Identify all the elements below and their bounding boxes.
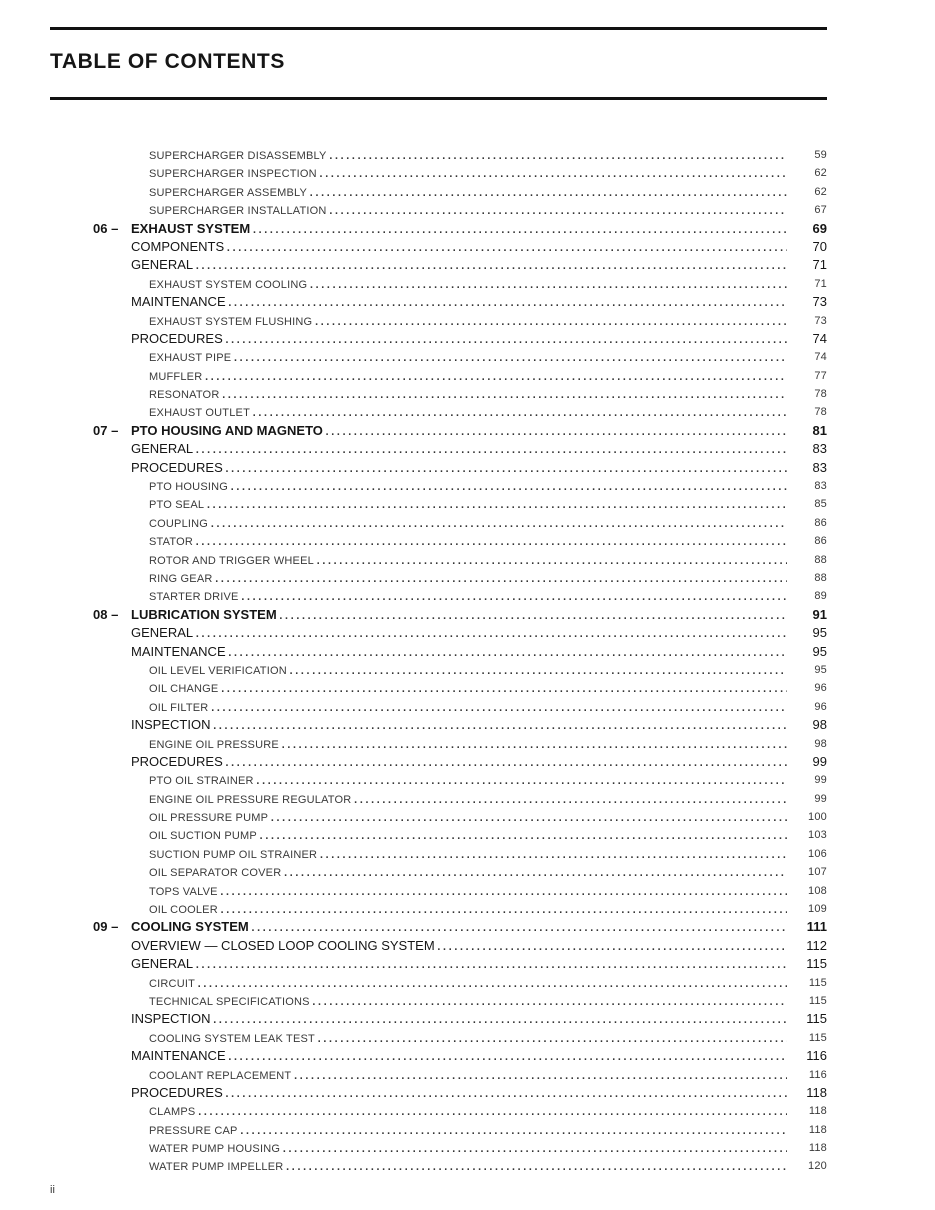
toc-page-number: 81 (812, 422, 827, 438)
dot-leader (225, 753, 787, 771)
toc-entry-line (131, 293, 789, 311)
toc-page-number: 59 (814, 149, 827, 161)
dot-leader (212, 1010, 787, 1028)
toc-entry-title: OIL SEPARATOR COVER (149, 867, 282, 880)
toc-entry-topic[interactable] (0, 1157, 935, 1175)
toc-entry-section[interactable] (0, 293, 935, 311)
toc-entry-title: EXHAUST OUTLET (149, 407, 251, 420)
dot-leader (353, 790, 787, 808)
toc-entry-topic[interactable] (0, 661, 935, 679)
dot-leader (206, 495, 787, 513)
dot-leader (220, 679, 787, 697)
toc-entry-topic[interactable] (0, 974, 935, 992)
toc-entry-line (131, 918, 789, 936)
toc-entry-title: CLAMPS (149, 1106, 196, 1119)
toc-page-number: 74 (812, 330, 827, 346)
toc-entry-line (149, 1139, 789, 1158)
dot-leader (204, 367, 787, 385)
toc-entry-title: MAINTENANCE (131, 1048, 226, 1064)
toc-entry-title: PROCEDURES (131, 330, 223, 346)
toc-page-number: 69 (812, 220, 827, 236)
toc-page-number: 67 (814, 204, 827, 217)
toc-page-number: 99 (812, 753, 827, 769)
dot-leader (317, 1029, 787, 1047)
toc-entry-chapter[interactable] (0, 606, 935, 624)
toc-entry-line (149, 532, 789, 551)
toc-entry-line (149, 514, 789, 533)
toc-entry-title: OIL COOLER (149, 904, 218, 917)
toc-page-number: 103 (808, 829, 827, 842)
toc-page-number: 115 (808, 994, 827, 1007)
toc-page-number: 95 (812, 643, 827, 659)
table-of-contents (0, 146, 935, 1176)
dot-leader (252, 220, 787, 238)
toc-entry-line (149, 808, 789, 827)
toc-entry-line (149, 790, 789, 809)
toc-entry-line (149, 587, 789, 606)
toc-entry-line (131, 753, 789, 771)
toc-entry-title: INSPECTION (131, 1011, 211, 1027)
toc-entry-line (131, 256, 789, 274)
dot-leader (210, 698, 787, 716)
toc-entry-title: OIL FILTER (149, 701, 209, 714)
toc-chapter-number: 08 – (93, 606, 119, 622)
dot-leader (251, 918, 787, 936)
toc-entry-title: ROTOR AND TRIGGER WHEEL (149, 554, 314, 567)
toc-entry-title: TOPS VALVE (149, 885, 218, 898)
dot-leader (195, 440, 787, 458)
toc-entry-line (149, 661, 789, 680)
toc-entry-topic[interactable] (0, 808, 935, 826)
toc-entry-topic[interactable] (0, 164, 935, 182)
toc-entry-topic[interactable] (0, 532, 935, 550)
toc-entry-line (149, 826, 789, 845)
toc-page-number: 73 (814, 314, 827, 327)
toc-page-number: 83 (814, 480, 827, 493)
toc-entry-topic[interactable] (0, 1121, 935, 1139)
toc-entry-topic[interactable] (0, 183, 935, 201)
toc-entry-title: GENERAL (131, 441, 194, 457)
toc-entry-section[interactable] (0, 643, 935, 661)
dot-leader (329, 201, 787, 219)
toc-entry-line (149, 477, 789, 496)
toc-page-number: 62 (814, 167, 827, 180)
toc-entry-topic[interactable] (0, 385, 935, 403)
toc-entry-title: EXHAUST SYSTEM (131, 220, 251, 236)
dot-leader (220, 900, 787, 918)
toc-entry-section[interactable] (0, 1084, 935, 1102)
toc-entry-title: OIL SUCTION PUMP (149, 830, 257, 843)
toc-entry-line (149, 735, 789, 754)
toc-page-number: 95 (812, 625, 827, 641)
toc-entry-line (149, 698, 789, 717)
toc-entry-title: EXHAUST PIPE (149, 352, 232, 365)
toc-entry-line (149, 403, 789, 422)
toc-entry-line (131, 624, 789, 642)
toc-entry-topic[interactable] (0, 1139, 935, 1157)
toc-entry-title: OVERVIEW — CLOSED LOOP COOLING SYSTEM (131, 937, 435, 953)
toc-entry-topic[interactable] (0, 826, 935, 844)
dot-leader (270, 808, 787, 826)
toc-entry-line (131, 238, 789, 256)
toc-page-number: 96 (814, 682, 827, 695)
toc-chapter-number: 06 – (93, 220, 119, 236)
toc-entry-title: OIL PRESSURE PUMP (149, 812, 269, 825)
dot-leader (252, 403, 787, 421)
toc-entry-topic[interactable] (0, 900, 935, 918)
toc-page-number: 118 (808, 1123, 827, 1136)
dot-leader (197, 974, 787, 992)
toc-entry-topic[interactable] (0, 771, 935, 789)
toc-entry-title: SUPERCHARGER INSPECTION (149, 168, 317, 181)
toc-entry-line (131, 330, 789, 348)
toc-entry-title: EXHAUST SYSTEM FLUSHING (149, 315, 313, 328)
dot-leader (215, 569, 787, 587)
dot-leader (309, 183, 787, 201)
toc-entry-title: RESONATOR (149, 389, 220, 402)
dot-leader (241, 587, 787, 605)
dot-leader (220, 882, 787, 900)
toc-page-number: 85 (814, 498, 827, 511)
toc-entry-title: COOLANT REPLACEMENT (149, 1069, 292, 1082)
toc-entry-topic[interactable] (0, 1066, 935, 1084)
toc-entry-title: ENGINE OIL PRESSURE REGULATOR (149, 793, 352, 806)
toc-entry-line (149, 1029, 789, 1048)
toc-page-number: 107 (808, 866, 827, 879)
toc-entry-line (149, 1066, 789, 1085)
toc-page-number: 71 (814, 277, 827, 290)
toc-entry-line (149, 385, 789, 404)
dot-leader (221, 385, 787, 403)
toc-entry-line (149, 569, 789, 588)
dot-leader (281, 735, 787, 753)
toc-entry-line (149, 201, 789, 220)
toc-page-number: 120 (808, 1160, 827, 1173)
toc-entry-topic[interactable] (0, 477, 935, 495)
toc-entry-section[interactable] (0, 753, 935, 771)
toc-entry-title: MAINTENANCE (131, 294, 226, 310)
toc-entry-line (149, 348, 789, 367)
toc-entry-title: MUFFLER (149, 370, 203, 383)
header-bottom-rule (50, 97, 827, 100)
toc-entry-line (149, 495, 789, 514)
toc-page-number: 73 (812, 294, 827, 310)
toc-entry-line (149, 863, 789, 882)
toc-entry-topic[interactable] (0, 735, 935, 753)
dot-leader (225, 1084, 787, 1102)
toc-entry-title: PROCEDURES (131, 459, 223, 475)
toc-entry-line (149, 146, 789, 165)
toc-entry-line (149, 367, 789, 386)
toc-page-number: 118 (808, 1142, 827, 1155)
dot-leader (195, 624, 787, 642)
toc-entry-line (149, 1102, 789, 1121)
dot-leader (225, 459, 787, 477)
toc-entry-title: GENERAL (131, 257, 194, 273)
toc-page-number: 111 (806, 919, 827, 935)
toc-page-number: 83 (812, 459, 827, 475)
toc-page-number: 118 (808, 1105, 827, 1118)
toc-entry-title: SUPERCHARGER ASSEMBLY (149, 186, 308, 199)
toc-entry-chapter[interactable] (0, 220, 935, 238)
toc-entry-section[interactable] (0, 716, 935, 734)
toc-entry-chapter[interactable] (0, 422, 935, 440)
toc-entry-title: PTO OIL STRAINER (149, 775, 254, 788)
dot-leader (285, 1157, 787, 1175)
dot-leader (325, 422, 787, 440)
toc-entry-section[interactable] (0, 937, 935, 955)
dot-leader (293, 1066, 787, 1084)
toc-entry-line (131, 1010, 789, 1028)
toc-page-number: 115 (806, 1011, 827, 1027)
dot-leader (316, 551, 787, 569)
toc-entry-line (131, 1047, 789, 1065)
dot-leader (212, 716, 787, 734)
toc-entry-topic[interactable] (0, 348, 935, 366)
toc-entry-title: LUBRICATION SYSTEM (131, 606, 277, 622)
toc-entry-line (149, 992, 789, 1011)
toc-entry-title: GENERAL (131, 625, 194, 641)
toc-entry-title: INSPECTION (131, 717, 211, 733)
dot-leader (259, 826, 787, 844)
toc-entry-topic[interactable] (0, 275, 935, 293)
toc-entry-title: WATER PUMP IMPELLER (149, 1161, 284, 1174)
toc-entry-title: OIL LEVEL VERIFICATION (149, 664, 287, 677)
toc-entry-line (131, 606, 789, 624)
toc-page-number: 62 (814, 185, 827, 198)
toc-entry-title: PTO HOUSING (149, 481, 229, 494)
toc-entry-title: TECHNICAL SPECIFICATIONS (149, 995, 310, 1008)
toc-page-number: 86 (814, 535, 827, 548)
toc-entry-title: RING GEAR (149, 572, 213, 585)
dot-leader (195, 955, 787, 973)
page-number: ii (50, 1184, 55, 1196)
toc-entry-title: SUPERCHARGER INSTALLATION (149, 205, 327, 218)
toc-entry-line (131, 220, 789, 238)
dot-leader (312, 992, 787, 1010)
toc-page-number: 71 (812, 257, 827, 273)
toc-entry-line (149, 1157, 789, 1176)
toc-entry-topic[interactable] (0, 569, 935, 587)
toc-entry-line (131, 716, 789, 734)
toc-entry-line (131, 422, 789, 440)
toc-entry-line (131, 1084, 789, 1102)
toc-page-number: 115 (806, 956, 827, 972)
dot-leader (319, 164, 787, 182)
toc-page-number: 98 (812, 717, 827, 733)
toc-page-number: 99 (814, 774, 827, 787)
toc-entry-line (131, 440, 789, 458)
toc-page-number: 112 (806, 937, 827, 953)
dot-leader (309, 275, 787, 293)
toc-entry-topic[interactable] (0, 1102, 935, 1120)
dot-leader (319, 845, 787, 863)
toc-page-number: 118 (806, 1084, 827, 1100)
dot-leader (210, 514, 787, 532)
toc-entry-line (131, 459, 789, 477)
toc-page-number: 116 (806, 1048, 827, 1064)
dot-leader (226, 238, 787, 256)
toc-entry-line (149, 164, 789, 183)
toc-page-number: 115 (808, 1031, 827, 1044)
toc-entry-chapter[interactable] (0, 918, 935, 936)
dot-leader (230, 477, 787, 495)
toc-page-number: 78 (814, 406, 827, 419)
toc-entry-line (149, 183, 789, 202)
toc-page-number: 86 (814, 516, 827, 529)
toc-entry-topic[interactable] (0, 1029, 935, 1047)
toc-entry-section[interactable] (0, 955, 935, 973)
toc-entry-section[interactable] (0, 238, 935, 256)
toc-entry-title: STARTER DRIVE (149, 591, 239, 604)
dot-leader (437, 937, 787, 955)
toc-entry-section[interactable] (0, 330, 935, 348)
toc-entry-topic[interactable] (0, 201, 935, 219)
toc-entry-topic[interactable] (0, 698, 935, 716)
toc-entry-title: COMPONENTS (131, 238, 225, 254)
toc-entry-topic[interactable] (0, 882, 935, 900)
toc-page-number: 100 (808, 811, 827, 824)
toc-page-number: 70 (812, 238, 827, 254)
toc-page-number: 106 (808, 847, 827, 860)
toc-page-number: 88 (814, 571, 827, 584)
toc-page-number: 98 (814, 737, 827, 750)
toc-page-number: 74 (814, 351, 827, 364)
toc-entry-section[interactable] (0, 459, 935, 477)
dot-leader (233, 348, 787, 366)
toc-entry-title: PTO SEAL (149, 499, 205, 512)
toc-entry-title: CIRCUIT (149, 977, 196, 990)
dot-leader (279, 606, 787, 624)
toc-entry-title: PTO HOUSING AND MAGNETO (131, 422, 323, 438)
toc-entry-topic[interactable] (0, 367, 935, 385)
dot-leader (282, 1139, 787, 1157)
toc-entry-line (149, 845, 789, 864)
dot-leader (197, 1102, 787, 1120)
toc-entry-title: PRESSURE CAP (149, 1124, 238, 1137)
toc-entry-title: COOLING SYSTEM LEAK TEST (149, 1032, 315, 1045)
toc-chapter-number: 07 – (93, 422, 119, 438)
toc-entry-line (149, 1121, 789, 1140)
dot-leader (228, 1047, 787, 1065)
toc-entry-title: PROCEDURES (131, 1084, 223, 1100)
toc-page-number: 83 (812, 441, 827, 457)
dot-leader (228, 643, 787, 661)
toc-entry-topic[interactable] (0, 790, 935, 808)
toc-page-number: 89 (814, 590, 827, 603)
toc-entry-line (149, 551, 789, 570)
toc-entry-line (149, 771, 789, 790)
toc-entry-line (149, 900, 789, 919)
dot-leader (195, 256, 787, 274)
toc-entry-topic[interactable] (0, 403, 935, 421)
toc-entry-title: ENGINE OIL PRESSURE (149, 738, 279, 751)
toc-entry-line (131, 643, 789, 661)
toc-entry-section[interactable] (0, 440, 935, 458)
dot-leader (329, 146, 787, 164)
toc-entry-topic[interactable] (0, 146, 935, 164)
toc-entry-topic[interactable] (0, 587, 935, 605)
toc-entry-title: EXHAUST SYSTEM COOLING (149, 278, 308, 291)
toc-entry-topic[interactable] (0, 992, 935, 1010)
toc-entry-title: MAINTENANCE (131, 643, 226, 659)
toc-page-number: 78 (814, 388, 827, 401)
dot-leader (228, 293, 787, 311)
toc-entry-title: COUPLING (149, 517, 209, 530)
dot-leader (256, 771, 787, 789)
toc-page-number: 96 (814, 700, 827, 713)
toc-entry-title: WATER PUMP HOUSING (149, 1143, 281, 1156)
toc-entry-topic[interactable] (0, 845, 935, 863)
toc-entry-title: STATOR (149, 536, 193, 549)
header-top-rule (50, 27, 827, 30)
dot-leader (195, 532, 787, 550)
toc-entry-section[interactable] (0, 624, 935, 642)
toc-page-number: 115 (808, 976, 827, 989)
toc-entry-topic[interactable] (0, 495, 935, 513)
toc-page-number: 91 (812, 606, 827, 622)
toc-page-number: 77 (814, 369, 827, 382)
toc-entry-topic[interactable] (0, 863, 935, 881)
toc-entry-line (149, 275, 789, 294)
toc-page-number: 99 (814, 792, 827, 805)
toc-entry-title: SUPERCHARGER DISASSEMBLY (149, 150, 327, 162)
toc-entry-title: GENERAL (131, 956, 194, 972)
toc-entry-title: PROCEDURES (131, 753, 223, 769)
toc-page-number: 88 (814, 553, 827, 566)
dot-leader (225, 330, 787, 348)
toc-page-number: 95 (814, 663, 827, 676)
dot-leader (240, 1121, 787, 1139)
toc-entry-topic[interactable] (0, 514, 935, 532)
toc-entry-title: COOLING SYSTEM (131, 919, 249, 935)
toc-entry-title: OIL CHANGE (149, 683, 219, 696)
dot-leader (314, 312, 787, 330)
dot-leader (289, 661, 787, 679)
toc-entry-line (149, 312, 789, 331)
toc-entry-topic[interactable] (0, 679, 935, 697)
dot-leader (283, 863, 787, 881)
toc-page-number: 108 (808, 884, 827, 897)
toc-page-number: 116 (808, 1068, 827, 1081)
toc-entry-line (149, 882, 789, 901)
toc-entry-topic[interactable] (0, 551, 935, 569)
toc-entry-section[interactable] (0, 1010, 935, 1028)
toc-entry-section[interactable] (0, 1047, 935, 1065)
toc-entry-line (149, 679, 789, 698)
toc-entry-line (131, 955, 789, 973)
toc-page-number: 109 (808, 903, 827, 916)
toc-entry-section[interactable] (0, 256, 935, 274)
toc-entry-topic[interactable] (0, 312, 935, 330)
toc-chapter-number: 09 – (93, 919, 119, 935)
toc-entry-line (149, 974, 789, 993)
toc-entry-title: SUCTION PUMP OIL STRAINER (149, 848, 318, 861)
page-title: TABLE OF CONTENTS (50, 50, 285, 73)
toc-entry-line (131, 937, 789, 955)
